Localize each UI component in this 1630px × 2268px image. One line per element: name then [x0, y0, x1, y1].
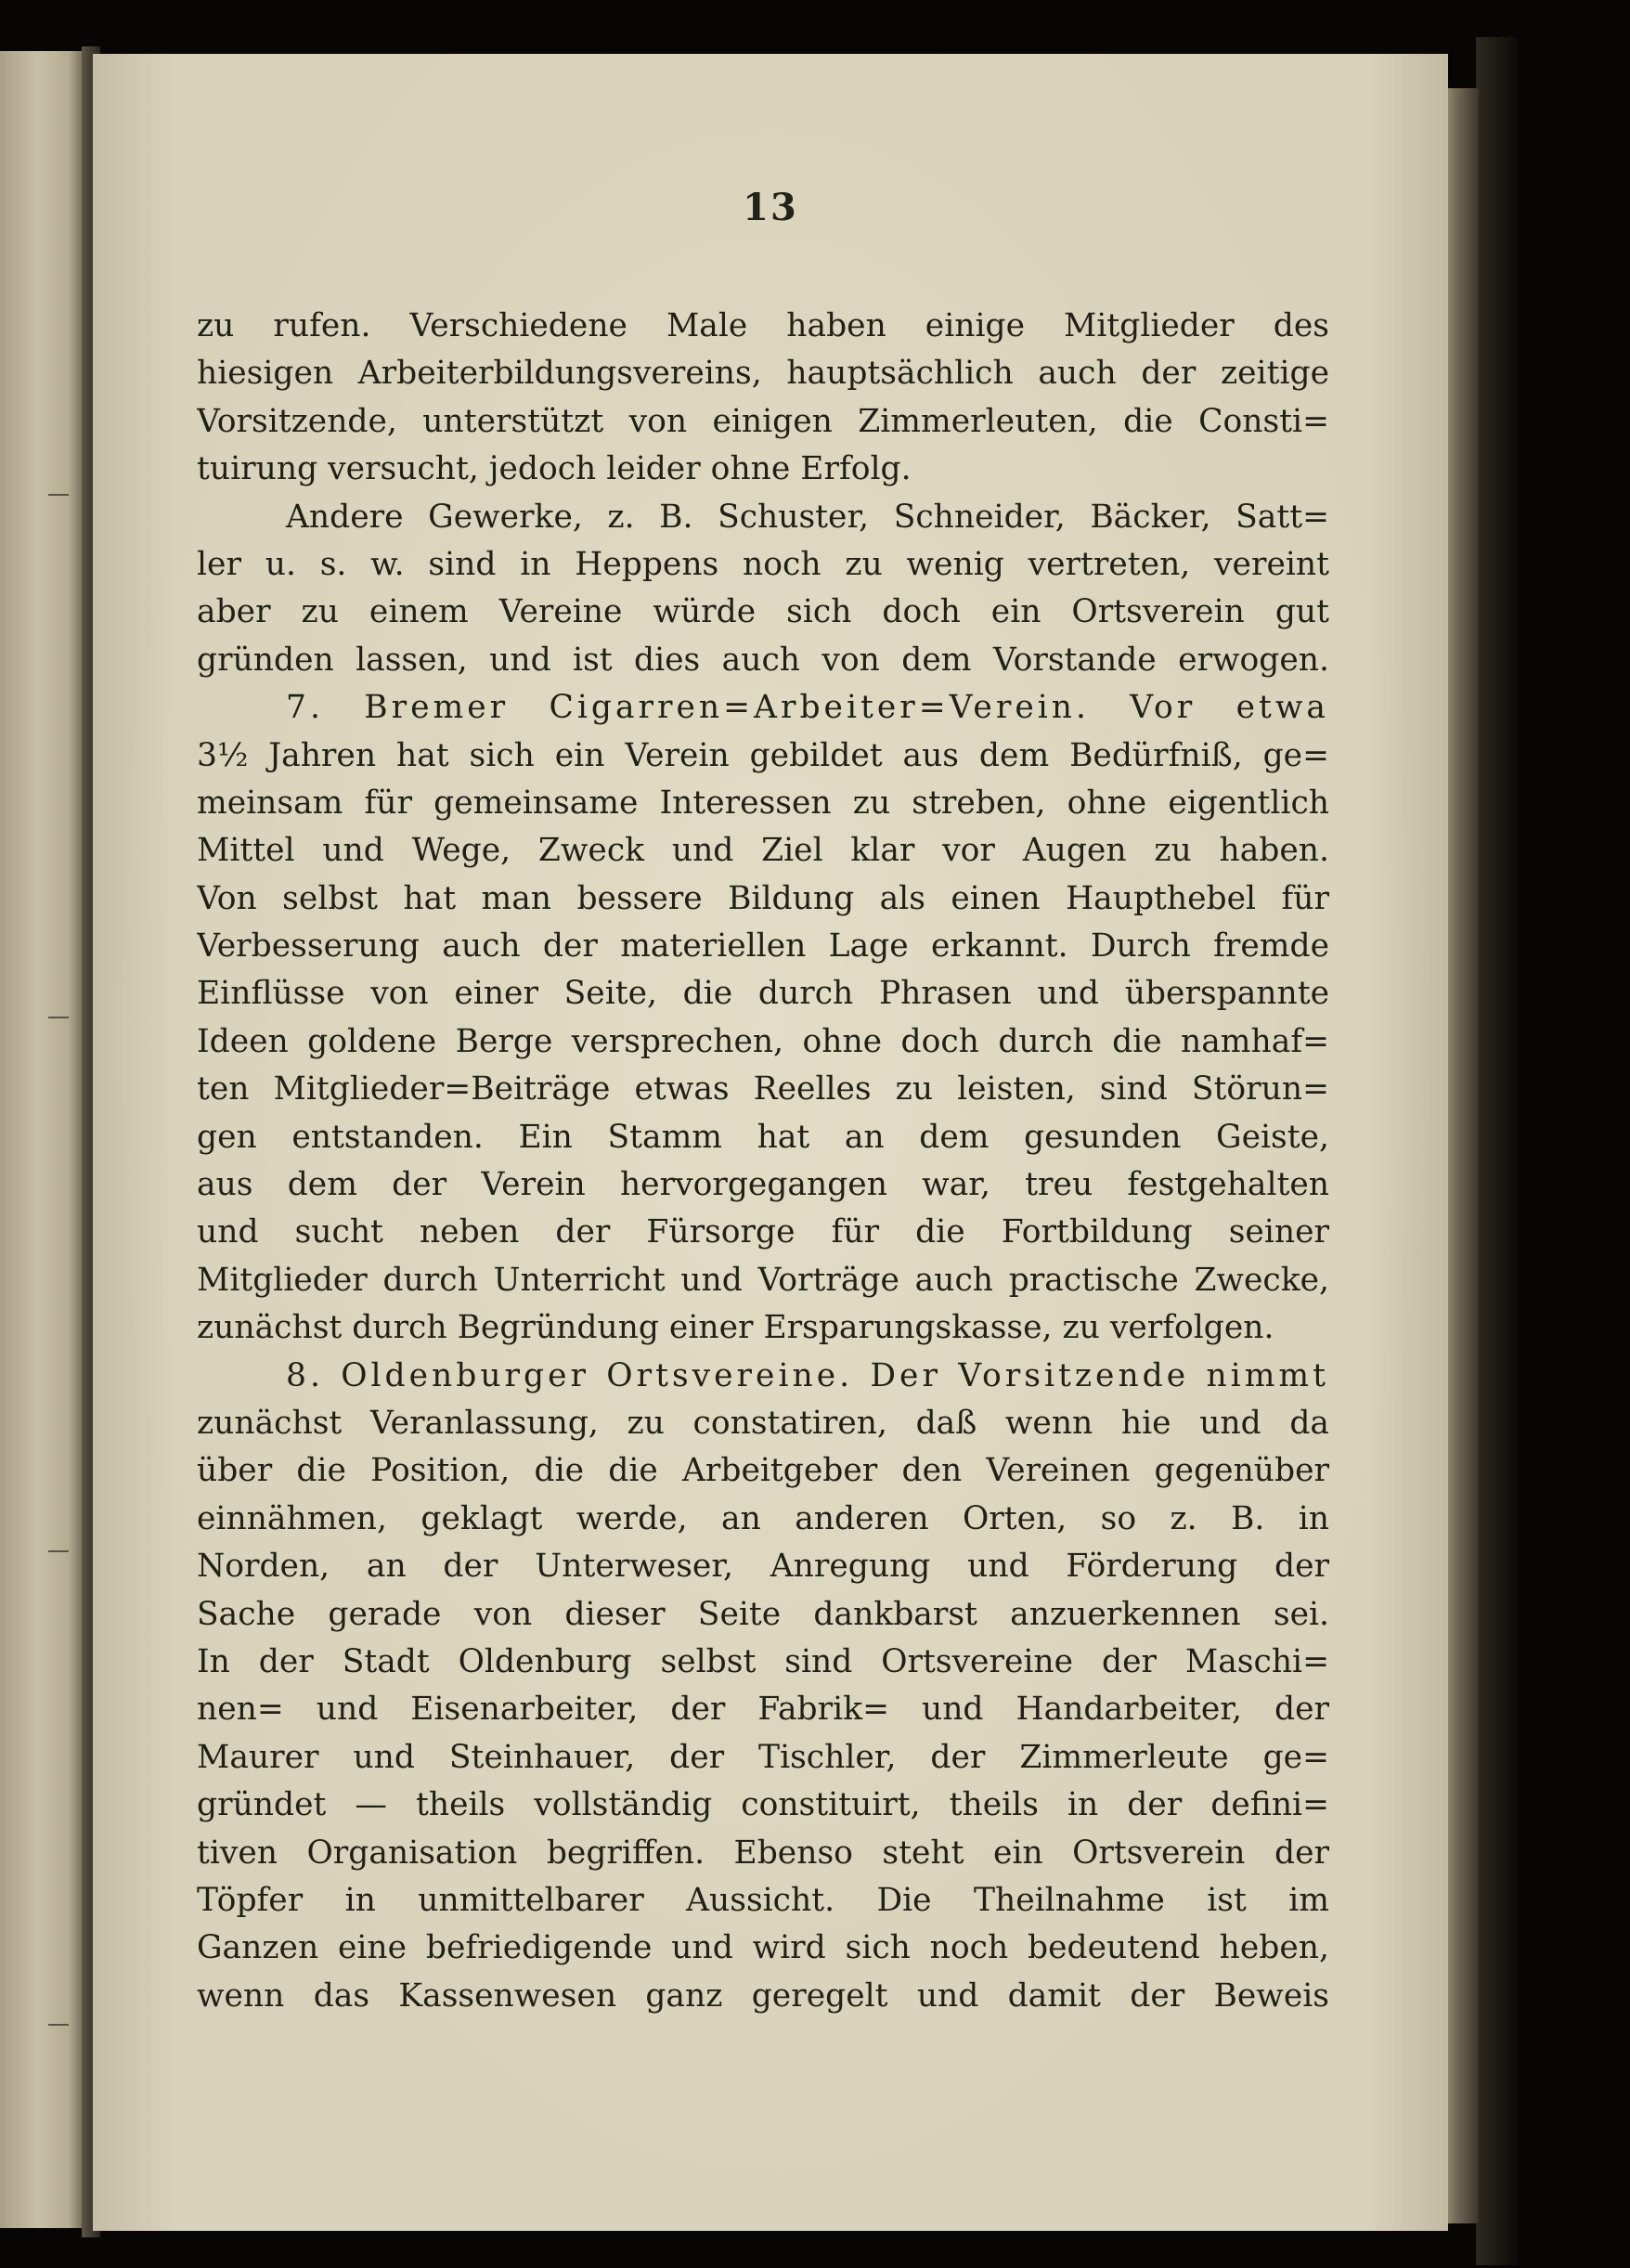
text-line: Andere Gewerke, z. B. Schuster, Schneider, Bäcker, Satt=	[286, 498, 1329, 536]
text-line: In der Stadt Oldenburg selbst sind Ortsvereine der Maschi=	[197, 1642, 1329, 1680]
text-line: und sucht neben der Fürsorge für die Fortbildung seiner	[197, 1213, 1329, 1251]
text-line: wenn das Kassenwesen ganz geregelt und damit der Beweis	[197, 1976, 1329, 2015]
text-line: Verbesserung auch der materiellen Lage erkannt. Durch fremde	[197, 927, 1329, 966]
book-cover-edge	[1476, 37, 1519, 2265]
left-page-edge	[0, 51, 85, 2228]
text-line: Ganzen eine befriedigende und wird sich noch bedeutend heben,	[197, 1929, 1329, 1967]
text-line: Einflüsse von einer Seite, die durch Phrasen und überspannte	[197, 975, 1329, 1013]
text-line: zunächst Veranlassung, zu constatiren, daß wenn hie und da	[197, 1404, 1329, 1442]
text-line: Norden, an der Unterweser, Anregung und Förderung der	[197, 1548, 1329, 1586]
text-line: aus dem der Verein hervorgegangen war, treu festgehalten	[197, 1166, 1329, 1204]
text-line: tuirung versucht, jedoch leider ohne Erfolg.	[197, 450, 912, 488]
text-line: gründen lassen, und ist dies auch von dem Vorstande erwogen.	[197, 641, 1329, 679]
margin-mark	[48, 1550, 69, 1552]
section-heading-line: 7. Bremer Cigarren=Arbeiter=Verein. Vor etwa	[286, 689, 1329, 727]
text-line: ten Mitglieder=Beiträge etwas Reelles zu leisten, sind Störun=	[197, 1070, 1329, 1108]
page-number: 13	[743, 186, 798, 229]
text-line: über die Position, die die Arbeitgeber den Vereinen gegenüber	[197, 1452, 1329, 1490]
text-line: nen= und Eisenarbeiter, der Fabrik= und Handarbeiter, der	[197, 1691, 1329, 1729]
text-line: gründet — theils vollständig constituirt, theils in der defini=	[197, 1786, 1329, 1824]
text-line: Töpfer in unmittelbarer Aussicht. Die Theilnahme ist im	[197, 1881, 1329, 1919]
margin-mark	[48, 1017, 69, 1018]
text-line: ler u. s. w. sind in Heppens noch zu wenig vertreten, vereint	[197, 545, 1329, 583]
text-line: Sache gerade von dieser Seite dankbarst anzuerkennen sei.	[197, 1595, 1329, 1633]
text-line: gen entstanden. Ein Stamm hat an dem gesunden Geiste,	[197, 1118, 1329, 1156]
text-line: Maurer und Steinhauer, der Tischler, der Zimmerleute ge=	[197, 1738, 1329, 1776]
text-line: Mitglieder durch Unterricht und Vorträge auch practische Zwecke,	[197, 1261, 1329, 1299]
margin-mark	[48, 2024, 69, 2026]
section-heading-line: 8. Oldenburger Ortsvereine. Der Vorsitzende nimmt	[286, 1356, 1329, 1394]
book-page	[93, 54, 1448, 2231]
text-line: meinsam für gemeinsame Interessen zu streben, ohne eigentlich	[197, 784, 1329, 822]
text-line: Vorsitzende, unterstützt von einigen Zimmerleuten, die Consti=	[197, 402, 1329, 440]
text-line: zunächst durch Begründung einer Ersparungskasse, zu verfolgen.	[197, 1309, 1274, 1347]
text-line: Mittel und Wege, Zweck und Ziel klar vor Augen zu haben.	[197, 832, 1329, 870]
text-line: 3½ Jahren hat sich ein Verein gebildet aus dem Bedürfniß, ge=	[197, 736, 1329, 774]
text-line: hiesigen Arbeiterbildungsvereins, hauptsächlich auch der zeitige	[197, 355, 1329, 393]
text-line: Von selbst hat man bessere Bildung als einen Haupthebel für	[197, 879, 1329, 917]
margin-mark	[48, 494, 69, 496]
text-line: aber zu einem Vereine würde sich doch ein Ortsverein gut	[197, 593, 1329, 631]
text-line: zu rufen. Verschiedene Male haben einige Mitglieder des	[197, 307, 1329, 344]
body-text	[197, 303, 1329, 2020]
text-line: Ideen goldene Berge versprechen, ohne doch durch die namhaf=	[197, 1022, 1329, 1060]
text-line: tiven Organisation begriffen. Ebenso steht ein Ortsverein der	[197, 1834, 1329, 1872]
page-fore-edge	[1443, 88, 1479, 2223]
text-line: einnähmen, geklagt werde, an anderen Orten, so z. B. in	[197, 1499, 1329, 1537]
